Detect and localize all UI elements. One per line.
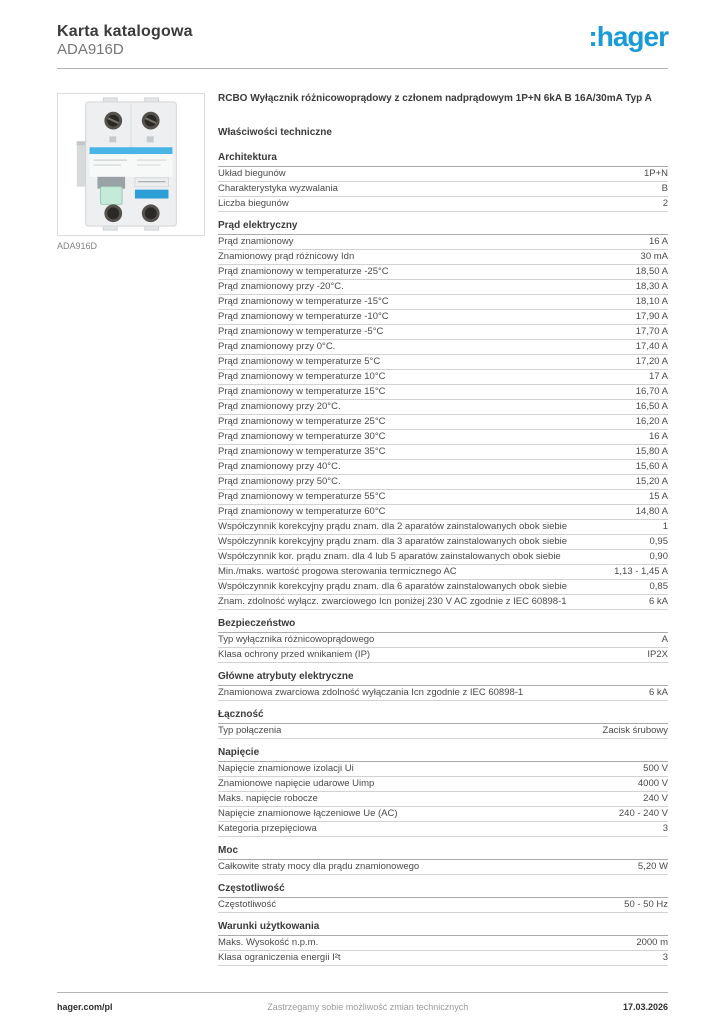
spec-value: 240 - 240 V <box>618 808 668 819</box>
spec-row <box>218 355 668 370</box>
spec-section <box>218 845 668 875</box>
section-rows <box>218 724 668 739</box>
doc-type: Karta katalogowa <box>57 23 193 40</box>
section-title: Bezpieczeństwo <box>218 618 668 633</box>
spec-section <box>218 220 668 610</box>
spec-row <box>218 777 668 792</box>
spec-label: Prąd znamionowy przy 20°C. <box>218 401 341 412</box>
spec-label: Prąd znamionowy w temperaturze -10°C <box>218 311 389 322</box>
spec-row <box>218 633 668 648</box>
section-rows <box>218 633 668 663</box>
section-rows <box>218 686 668 701</box>
spec-label: Prąd znamionowy przy -20°C. <box>218 281 344 292</box>
spec-label: Charakterystyka wyzwalania <box>218 183 338 194</box>
spec-label: Prąd znamionowy w temperaturze 30°C <box>218 431 386 442</box>
footer-website-link[interactable]: hager.com/pl <box>57 1002 113 1012</box>
spec-row <box>218 686 668 701</box>
spec-label: Liczba biegunów <box>218 198 289 209</box>
spec-value: 0,95 <box>649 536 668 547</box>
spec-row <box>218 265 668 280</box>
spec-row <box>218 490 668 505</box>
spec-row <box>218 951 668 966</box>
spec-row <box>218 415 668 430</box>
section-rows <box>218 860 668 875</box>
spec-label: Prąd znamionowy w temperaturze -15°C <box>218 296 389 307</box>
spec-row <box>218 807 668 822</box>
spec-label: Prąd znamionowy w temperaturze 25°C <box>218 416 386 427</box>
spec-value: 16,50 A <box>635 401 668 412</box>
spec-label: Maks. napięcie robocze <box>218 793 318 804</box>
page-header <box>57 22 668 59</box>
spec-row <box>218 565 668 580</box>
section-rows <box>218 167 668 212</box>
spec-value: 4000 V <box>637 778 668 789</box>
spec-row <box>218 520 668 535</box>
spec-row <box>218 370 668 385</box>
spec-row <box>218 792 668 807</box>
spec-row <box>218 535 668 550</box>
spec-label: Maks. Wysokość n.p.m. <box>218 937 319 948</box>
blue-label <box>135 190 169 199</box>
spec-label: Prąd znamionowy w temperaturze 15°C <box>218 386 386 397</box>
page-footer <box>57 992 668 1012</box>
section-rows <box>218 898 668 913</box>
spec-row <box>218 182 668 197</box>
spec-row <box>218 822 668 837</box>
spec-label: Współczynnik korekcyjny prądu znam. dla 2 aparatów zainstalowanych obok siebie <box>218 521 568 532</box>
spec-row <box>218 505 668 520</box>
spec-value: 50 - 50 Hz <box>624 899 668 910</box>
spec-row <box>218 167 668 182</box>
spec-row <box>218 460 668 475</box>
spec-value: 2 <box>662 198 668 209</box>
spec-row <box>218 340 668 355</box>
spec-value: 16,20 A <box>635 416 668 427</box>
spec-label: Znamionowy prąd różnicowy Idn <box>218 251 355 262</box>
spec-label: Prąd znamionowy w temperaturze 35°C <box>218 446 386 457</box>
spec-label: Prąd znamionowy w temperaturze -5°C <box>218 326 384 337</box>
spec-value: 1,13 - 1,45 A <box>614 566 668 577</box>
blue-stripe <box>90 147 173 154</box>
header-titles <box>57 22 193 59</box>
spec-value: 15 A <box>648 491 668 502</box>
spec-row <box>218 475 668 490</box>
spec-value: IP2X <box>647 649 668 660</box>
spec-value: 3 <box>662 952 668 963</box>
spec-row <box>218 295 668 310</box>
hager-logo: :hager <box>588 21 668 52</box>
spec-label: Prąd znamionowy w temperaturze 60°C <box>218 506 386 517</box>
spec-value: 15,20 A <box>635 476 668 487</box>
footer-date: 17.03.2026 <box>622 1002 668 1012</box>
spec-label: Kategoria przepięciowa <box>218 823 317 834</box>
spec-value: B <box>661 183 668 194</box>
spec-value: A <box>661 634 668 645</box>
spec-row <box>218 430 668 445</box>
spec-row <box>218 197 668 212</box>
spec-value: 16 A <box>648 431 668 442</box>
section-title: Architektura <box>218 152 668 167</box>
spec-label: Prąd znamionowy <box>218 236 294 247</box>
spec-label: Prąd znamionowy przy 50°C. <box>218 476 341 487</box>
section-title: Główne atrybuty elektryczne <box>218 671 668 686</box>
spec-value: 17 A <box>648 371 668 382</box>
spec-row <box>218 724 668 739</box>
spec-label: Znam. zdolność wyłącz. zwarciowego Icn poniżej 230 V AC zgodnie z IEC 60898-1 <box>218 596 567 607</box>
spec-value: 14,80 A <box>635 506 668 517</box>
spec-label: Klasa ochrony przed wnikaniem (IP) <box>218 649 371 660</box>
spec-value: Zacisk śrubowy <box>602 725 668 736</box>
spec-label: Prąd znamionowy przy 40°C. <box>218 461 341 472</box>
spec-row <box>218 280 668 295</box>
header-divider <box>57 68 668 69</box>
spec-value: 18,10 A <box>635 296 668 307</box>
section-rows <box>218 762 668 837</box>
spec-label: Częstotliwość <box>218 899 277 910</box>
spec-value: 3 <box>662 823 668 834</box>
spec-value: 2000 m <box>636 937 668 948</box>
footer-disclaimer: Zastrzegamy sobie możliwość zmian technicznych <box>267 1002 469 1012</box>
spec-row <box>218 936 668 951</box>
spec-value: 5,20 W <box>637 861 668 872</box>
spec-value: 0,90 <box>649 551 668 562</box>
spec-value: 1P+N <box>643 168 668 179</box>
section-title: Częstotliwość <box>218 883 668 898</box>
spec-value: 18,50 A <box>635 266 668 277</box>
toggle-lever <box>100 187 122 205</box>
product-ref: ADA916D <box>57 41 124 58</box>
spec-label: Prąd znamionowy w temperaturze 5°C <box>218 356 381 367</box>
spec-value: 17,20 A <box>635 356 668 367</box>
spec-label: Napięcie znamionowe izolacji Ui <box>218 763 354 774</box>
spec-value: 6 kA <box>648 596 668 607</box>
spec-label: Znamionowa zwarciowa zdolność wyłączania Icn zgodnie z IEC 60898-1 <box>218 687 524 698</box>
spec-value: 0,85 <box>649 581 668 592</box>
section-title: Napięcie <box>218 747 668 762</box>
spec-section <box>218 709 668 739</box>
tech-properties-heading: Właściwości techniczne <box>218 127 332 138</box>
spec-row <box>218 648 668 663</box>
section-rows <box>218 235 668 610</box>
section-title: Łączność <box>218 709 668 724</box>
spec-sections <box>218 152 668 966</box>
section-rows <box>218 936 668 966</box>
spec-label: Prąd znamionowy przy 0°C. <box>218 341 336 352</box>
product-photo-caption: ADA916D <box>57 241 98 251</box>
spec-value: 1 <box>662 521 668 532</box>
section-title: Warunki użytkowania <box>218 921 668 936</box>
spec-section <box>218 921 668 966</box>
section-title: Moc <box>218 845 668 860</box>
page-title: RCBO Wyłącznik różnicowoprądowy z członem nadprądowym 1P+N 6kA B 16A/30mA Typ A <box>218 93 652 104</box>
spec-section <box>218 618 668 663</box>
spec-label: Całkowite straty mocy dla prądu znamionowego <box>218 861 420 872</box>
product-figure <box>57 93 205 974</box>
spec-section <box>218 671 668 701</box>
spec-row <box>218 400 668 415</box>
spec-row <box>218 860 668 875</box>
spec-label: Znamionowe napięcie udarowe Uimp <box>218 778 375 789</box>
spec-row <box>218 762 668 777</box>
product-photo <box>58 94 204 235</box>
spec-label: Min./maks. wartość progowa sterowania termicznego AC <box>218 566 457 577</box>
spec-value: 240 V <box>643 793 668 804</box>
spec-section <box>218 747 668 837</box>
product-photo-frame <box>57 93 205 236</box>
spec-row <box>218 325 668 340</box>
spec-label: Współczynnik korekcyjny prądu znam. dla 3 aparatów zainstalowanych obok siebie <box>218 536 568 547</box>
spec-value: 15,60 A <box>635 461 668 472</box>
spec-row <box>218 445 668 460</box>
spec-value: 16,70 A <box>635 386 668 397</box>
spec-label: Współczynnik kor. prądu znam. dla 4 lub 5 aparatów zainstalowanych obok siebie <box>218 551 561 562</box>
spec-row <box>218 898 668 913</box>
spec-column <box>218 93 668 974</box>
section-title: Prąd elektryczny <box>218 220 668 235</box>
spec-label: Prąd znamionowy w temperaturze -25°C <box>218 266 389 277</box>
spec-value: 17,70 A <box>635 326 668 337</box>
spec-row <box>218 385 668 400</box>
spec-label: Układ biegunów <box>218 168 286 179</box>
spec-label: Typ połączenia <box>218 725 282 736</box>
spec-row <box>218 310 668 325</box>
spec-row <box>218 235 668 250</box>
spec-value: 18,30 A <box>635 281 668 292</box>
spec-value: 17,40 A <box>635 341 668 352</box>
spec-value: 30 mA <box>640 251 668 262</box>
spec-label: Współczynnik korekcyjny prądu znam. dla 6 aparatów zainstalowanych obok siebie <box>218 581 568 592</box>
spec-label: Prąd znamionowy w temperaturze 55°C <box>218 491 386 502</box>
spec-section <box>218 883 668 913</box>
main-content <box>57 93 668 974</box>
spec-row <box>218 250 668 265</box>
spec-row <box>218 580 668 595</box>
spec-row <box>218 550 668 565</box>
spec-value: 500 V <box>643 763 668 774</box>
spec-section <box>218 152 668 212</box>
spec-label: Klasa ograniczenia energii I²t <box>218 952 341 963</box>
spec-value: 17,90 A <box>635 311 668 322</box>
spec-label: Napięcie znamionowe łączeniowe Ue (AC) <box>218 808 398 819</box>
spec-value: 16 A <box>648 236 668 247</box>
spec-value: 15,80 A <box>635 446 668 457</box>
spec-row <box>218 595 668 610</box>
spec-value: 6 kA <box>648 687 668 698</box>
spec-label: Prąd znamionowy w temperaturze 10°C <box>218 371 386 382</box>
spec-label: Typ wyłącznika różnicowoprądowego <box>218 634 375 645</box>
